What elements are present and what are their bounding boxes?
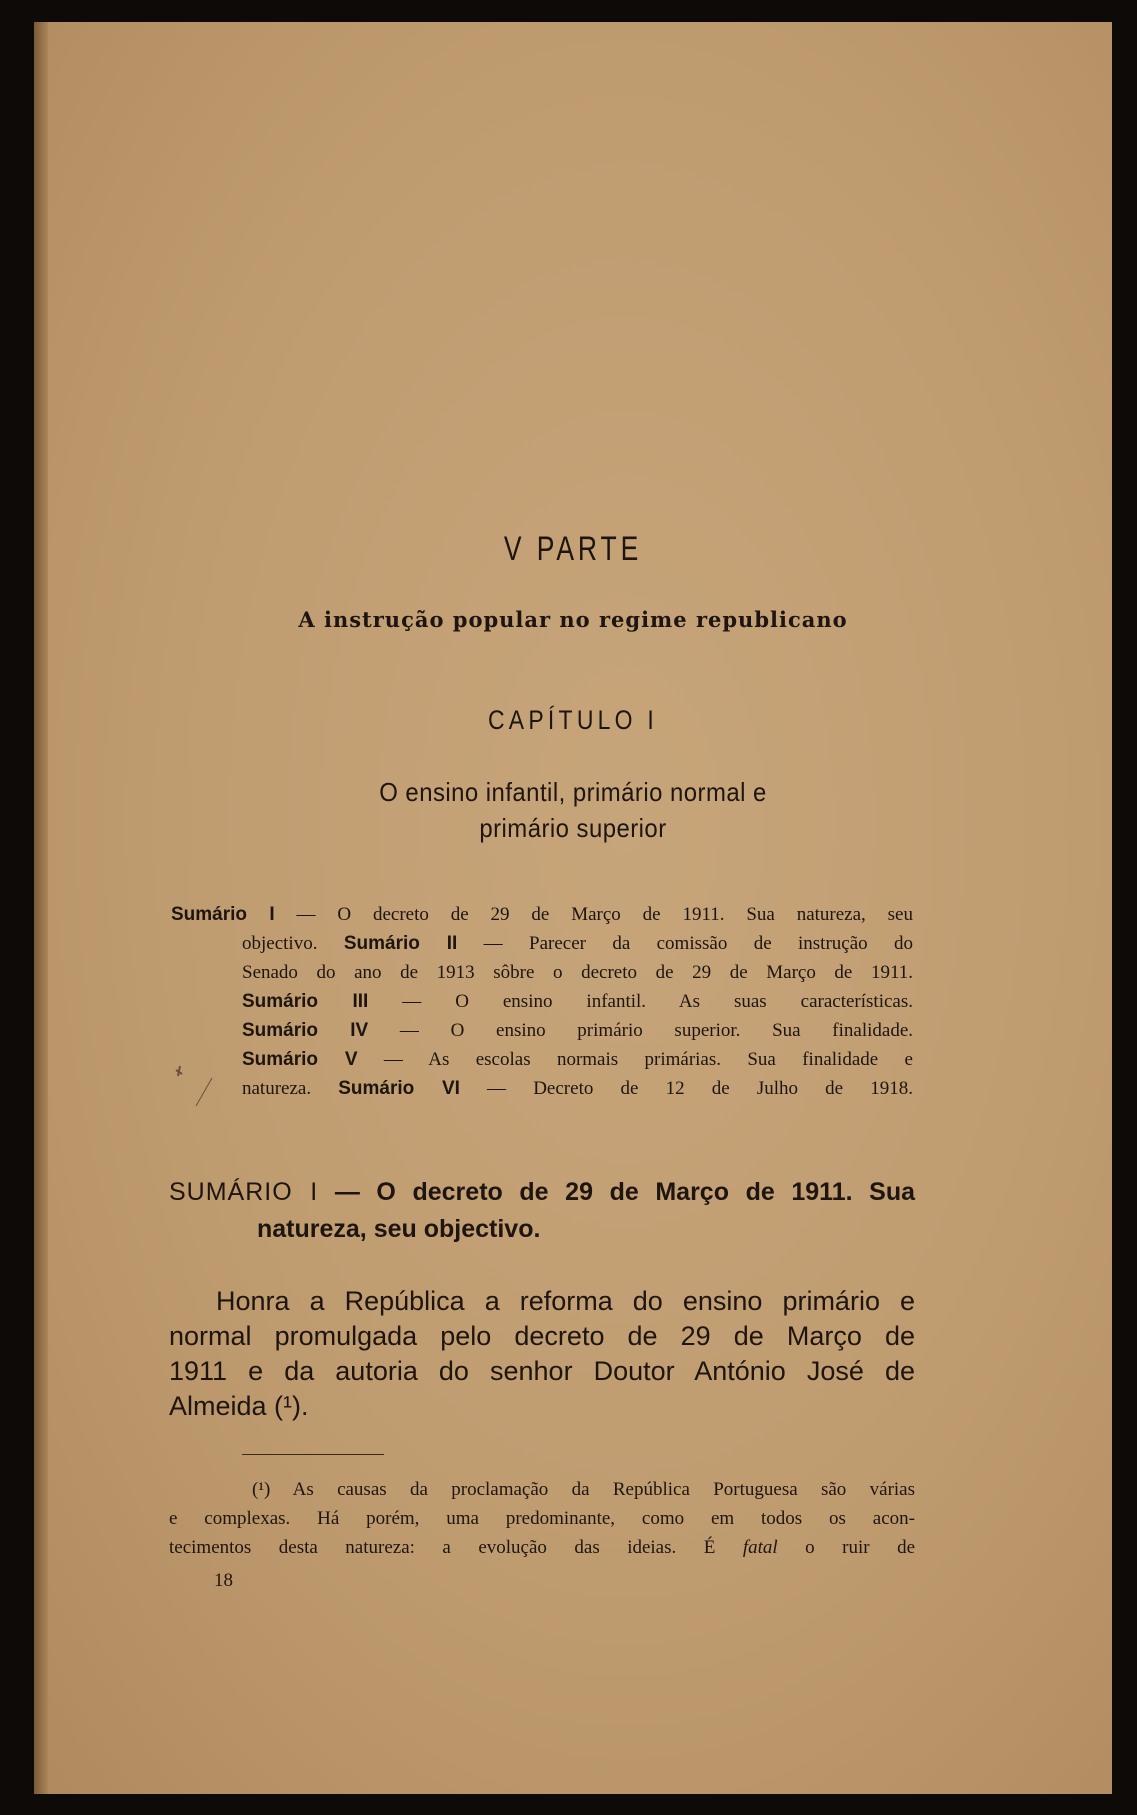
chapter-title: CAPÍTULO I (487, 705, 659, 735)
summary-line-7 (171, 1074, 913, 1103)
summary-line-6 (171, 1045, 913, 1074)
summary-text: — O decreto de 29 de Março de 1911. Sua natureza, seu (274, 904, 913, 925)
footnote-text: tecimentos desta natureza: a evolução das ideias. É (169, 1537, 743, 1558)
chapter-heading (77, 774, 1069, 846)
body-line-2: normal promulgada pelo decreto de 29 de Março de (169, 1321, 915, 1351)
summary-line-2 (171, 929, 913, 958)
body-line-4: Almeida (¹). (169, 1391, 309, 1421)
section-label: SUMÁRIO I (169, 1178, 319, 1206)
summary-line-5 (171, 1016, 913, 1045)
part-subtitle: A instrução popular no regime republicano (298, 607, 848, 632)
summary-label: Sumário III (242, 991, 369, 1012)
summary-text: — O ensino infantil. As suas características. (368, 991, 913, 1012)
section-title-part: — O decreto de 29 de Março de 1911. Sua (318, 1178, 915, 1206)
summary-label: Sumário V (242, 1049, 358, 1070)
chapter-summary (171, 900, 913, 1103)
summary-text: — Parecer da comissão de instrução do (457, 933, 914, 954)
summary-label: Sumário VI (338, 1078, 460, 1099)
summary-text: — Decreto de 12 de Julho de 1918. (459, 1078, 913, 1099)
summary-text: natureza. (242, 1078, 339, 1099)
summary-line-3: Senado do ano de 1913 sôbre o decreto de 29 de Março de 1911. (242, 962, 913, 983)
summary-text: — As escolas normais primárias. Sua finalidade e (357, 1049, 913, 1070)
footnote-line-1: (¹) As causas da proclamação da República Portuguesa são várias (252, 1479, 915, 1500)
part-title: V PARTE (503, 530, 643, 568)
footnote (169, 1475, 915, 1562)
footnote-line-2: e complexas. Há porém, uma predominante, como em todos os acon- (169, 1508, 915, 1529)
page-number: 18 (214, 1570, 233, 1591)
section-heading (169, 1174, 915, 1248)
chapter-heading-line-2: primário superior (479, 813, 667, 843)
footnote-line-3 (169, 1533, 915, 1562)
summary-label: Sumário I (171, 904, 275, 925)
footnote-text: o ruir de (777, 1537, 915, 1558)
summary-text: — O ensino primário superior. Sua finalidade. (368, 1020, 913, 1041)
body-line-1: Honra a República a reforma do ensino primário e (216, 1286, 915, 1316)
body-line-3: 1911 e da autoria do senhor Doutor António José de (169, 1356, 915, 1386)
section-title-part: natureza, seu objectivo. (257, 1215, 541, 1243)
summary-label: Sumário IV (242, 1020, 369, 1041)
book-page (34, 22, 1112, 1794)
page-spine-edge (34, 22, 48, 1794)
body-paragraph (169, 1284, 915, 1424)
chapter-heading-line-1: O ensino infantil, primário normal e (379, 777, 767, 807)
section-heading-line-1 (169, 1174, 915, 1211)
summary-line-4 (171, 987, 913, 1016)
summary-text: objectivo. (242, 933, 344, 954)
footnote-emphasis: fatal (742, 1537, 778, 1558)
section-heading-line-2 (169, 1211, 915, 1248)
summary-label: Sumário II (343, 933, 458, 954)
footnote-separator (242, 1454, 384, 1455)
pencil-mark (172, 1064, 216, 1110)
summary-line-1 (171, 900, 913, 929)
